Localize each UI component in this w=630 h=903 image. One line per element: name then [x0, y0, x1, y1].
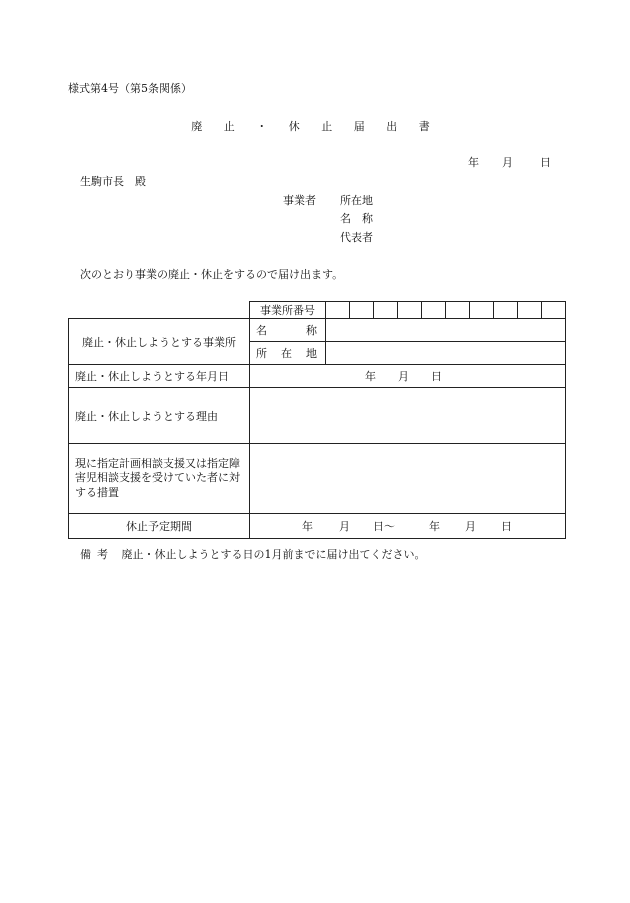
- reason-label: 廃止・休止しようとする理由: [69, 388, 250, 444]
- office-name-row: [69, 319, 566, 342]
- applicant-name-label: 名 称: [340, 212, 373, 225]
- remarks-text: 廃止・休止しようとする日の1月前までに届け出てください。: [121, 548, 426, 561]
- address-label-char: 所: [256, 347, 267, 360]
- name-label-char: 称: [306, 324, 317, 337]
- reason-row: [69, 388, 566, 444]
- date-field-year: 年: [365, 370, 376, 383]
- measures-row: [69, 444, 566, 514]
- office-number-digit[interactable]: [494, 302, 518, 319]
- office-name-field[interactable]: [326, 319, 566, 342]
- office-number-row: [69, 302, 566, 319]
- date-field[interactable]: [250, 365, 566, 388]
- office-number-digit[interactable]: [350, 302, 374, 319]
- suspension-month-start: 月: [339, 520, 350, 533]
- address-label-char: 在: [281, 347, 292, 360]
- office-number-digit[interactable]: [398, 302, 422, 319]
- suspension-day-end: 日: [501, 520, 512, 533]
- document-title: 廃 止 ・ 休 止 届 出 書: [191, 120, 439, 133]
- notice-text: 次のとおり事業の廃止・休止をするので届け出ます。: [80, 268, 344, 281]
- notification-table: [68, 301, 566, 539]
- address-label-char: 地: [306, 347, 317, 360]
- submission-date: [468, 157, 551, 168]
- office-address-field[interactable]: [326, 342, 566, 365]
- suspension-day-start: 日～: [373, 520, 395, 533]
- date-row: [69, 365, 566, 388]
- office-number-digit[interactable]: [374, 302, 398, 319]
- office-number-digit[interactable]: [446, 302, 470, 319]
- remarks: [80, 549, 426, 560]
- office-number-digit[interactable]: [542, 302, 566, 319]
- measures-label: 現に指定計画相談支援又は指定障害児相談支援を受けていた者に対する措置: [69, 444, 250, 514]
- office-number-digit[interactable]: [470, 302, 494, 319]
- suspension-year-start: 年: [302, 520, 313, 533]
- office-number-digit[interactable]: [518, 302, 542, 319]
- applicant-representative-label: 代表者: [340, 231, 373, 244]
- remarks-label: 備考: [80, 548, 114, 561]
- date-field-day: 日: [431, 370, 442, 383]
- reason-field[interactable]: [250, 388, 566, 444]
- office-address-label: [250, 342, 326, 365]
- measures-field[interactable]: [250, 444, 566, 514]
- office-number-label: 事業所番号: [250, 302, 326, 319]
- office-number-digit[interactable]: [326, 302, 350, 319]
- suspension-year-end: 年: [429, 520, 440, 533]
- date-day: 日: [540, 156, 551, 169]
- name-label-char: 名: [256, 324, 267, 337]
- suspension-label: 休止予定期間: [69, 514, 250, 539]
- office-section-label: 廃止・休止しようとする事業所: [69, 319, 250, 365]
- suspension-row: [69, 514, 566, 539]
- suspension-month-end: 月: [465, 520, 476, 533]
- date-label: 廃止・休止しようとする年月日: [69, 365, 250, 388]
- office-number-digit[interactable]: [422, 302, 446, 319]
- date-field-month: 月: [398, 370, 409, 383]
- date-month: 月: [502, 156, 513, 169]
- date-year: 年: [468, 156, 479, 169]
- applicant-label: 事業者: [283, 194, 316, 207]
- office-name-label: [250, 319, 326, 342]
- applicant-address-label: 所在地: [340, 194, 373, 207]
- suspension-field[interactable]: [250, 514, 566, 539]
- form-number-label: 様式第4号（第5条関係）: [68, 82, 192, 95]
- addressee: 生駒市長 殿: [80, 175, 146, 188]
